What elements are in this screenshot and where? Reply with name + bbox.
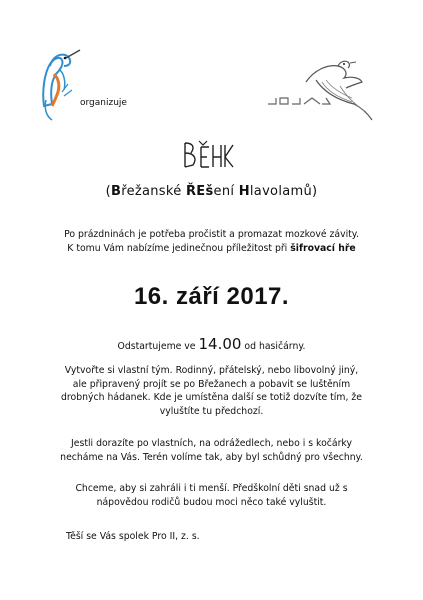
- paragraph-kids-line: nápovědou rodičů budou moci něco také vyluštit.: [96, 496, 327, 508]
- paragraph-kids-line: Chceme, aby si zahráli i ti menší. Předškolní děti snad už s: [75, 483, 348, 494]
- signature: Těší se Vás spolek Pro II, z. s.: [66, 531, 200, 542]
- intro-line-2-prefix: K tomu Vám nabízíme jedinečnou příležitost při: [67, 243, 291, 254]
- subtitle-paren-open: (: [105, 184, 111, 199]
- paragraph-terrain: [40, 437, 383, 464]
- intro-text: [20, 228, 403, 256]
- event-date: 16. září 2017.: [133, 283, 290, 310]
- swallow-drawing-icon: [266, 52, 376, 122]
- paragraph-terrain-line: necháme na Vás. Terén volíme tak, aby byl schůdný pro všechny.: [60, 451, 363, 463]
- subtitle-word-1: řežanské: [121, 184, 186, 199]
- paragraph-team: [40, 364, 383, 418]
- start-suffix: od hasičárny.: [244, 341, 306, 352]
- subtitle-word-3: lavolamů: [249, 184, 312, 199]
- brh-logo-icon: [181, 139, 239, 171]
- paragraph-kids: [40, 482, 383, 509]
- start-time: 14.00: [198, 335, 242, 353]
- paragraph-team-line: vyluštíte tu předchozí.: [159, 405, 264, 417]
- event-subtitle: [0, 184, 423, 199]
- subtitle-word-2: ení: [213, 184, 239, 199]
- start-prefix: Odstartujeme ve: [117, 341, 196, 352]
- subtitle-initial-re: ŘEš: [185, 184, 214, 199]
- paragraph-team-line: ale připravený projít se po Břežanech a pobavit se luštěním: [72, 378, 351, 390]
- paragraph-team-line: drobných hádanek. Kde je umístěna další se totiž dozvíte tím, že: [61, 392, 362, 403]
- paragraph-team-line: Vytvořte si vlastní tým. Rodinný, přátelský, nebo libovolný jiný,: [64, 365, 359, 376]
- paragraph-terrain-line: Jestli dorazíte po vlastních, na odrážedlech, nebo i s kočárky: [71, 438, 352, 449]
- kingfisher-logo-icon: [38, 44, 82, 124]
- intro-line-2-bold: šifrovací hře: [290, 243, 356, 254]
- intro-line-2: [20, 242, 403, 256]
- subtitle-initial-h: H: [238, 184, 250, 199]
- subtitle-initial-b: B: [111, 184, 122, 199]
- subtitle-paren-close: ): [312, 184, 318, 199]
- event-start: [0, 335, 423, 353]
- organizer-label: organizuje: [80, 98, 127, 108]
- intro-line-1: Po prázdninách je potřeba pročistit a promazat mozkové závity.: [64, 229, 359, 240]
